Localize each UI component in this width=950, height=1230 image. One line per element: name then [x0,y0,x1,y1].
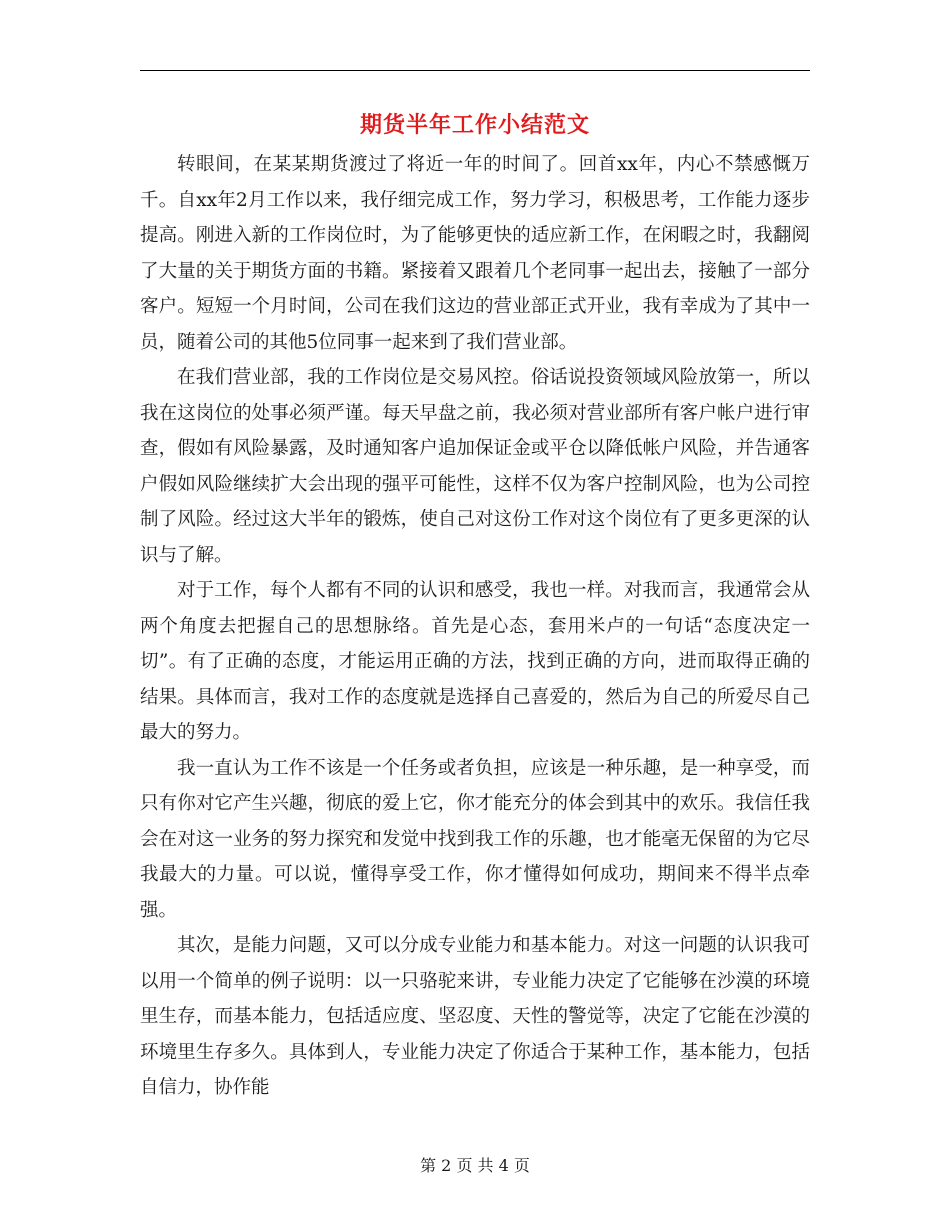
paragraph: 对于工作，每个人都有不同的认识和感受，我也一样。对我而言，我通常会从两个角度去把握自己的思想脉络。首先是心态，套用米卢的一句话“态度决定一切”。有了正确的态度，才能运用正确的方法，找到正确的方向，进而取得正确的结果。具体而言，我对工作的态度就是选择自己喜爱的，然后为自己的所爱尽自己最大的努力。 [140,580,810,743]
page-number: 第 2 页 共 4 页 [420,1156,530,1175]
document-body [140,147,810,1106]
paragraph: 其次，是能力问题，又可以分成专业能力和基本能力。对这一问题的认识我可以用一个简单的例子说明：以一只骆驼来讲，专业能力决定了它能够在沙漠的环境里生存，而基本能力，包括适应度、坚忍度、天性的警觉等，决定了它能在沙漠的环境里生存多久。具体到人，专业能力决定了你适合于某种工作，基本能力，包括自信力，协作能 [140,935,810,1098]
paragraph: 在我们营业部，我的工作岗位是交易风控。俗话说投资领域风险放第一，所以我在这岗位的处事必须严谨。每天早盘之前，我必须对营业部所有客户帐户进行审查，假如有风险暴露，及时通知客户追加保证金或平仓以降低帐户风险，并告通客户假如风险继续扩大会出现的强平可能性，这样不仅为客户控制风险，也为公司控制了风险。经过这大半年的锻炼，使自己对这份工作对这个岗位有了更多更深的认识与了解。 [140,367,810,566]
header-rule [140,70,810,71]
paragraph: 我一直认为工作不该是一个任务或者负担，应该是一种乐趣，是一种享受，而只有你对它产生兴趣，彻底的爱上它，你才能充分的体会到其中的欢乐。我信任我会在对这一业务的努力探究和发觉中找到我工作的乐趣，也才能毫无保留的为它尽我最大的力量。可以说，懂得享受工作，你才懂得如何成功，期间来不得半点牵强。 [140,757,810,921]
document-title: 期货半年工作小结范文 [359,112,590,138]
paragraph: 转眼间，在某某期货渡过了将近一年的时间了。回首xx年，内心不禁感慨万千。自xx年2月工作以来，我仔细完成工作，努力学习，积极思考，工作能力逐步提高。刚进入新的工作岗位时，为了能够更快的适应新工作，在闲暇之时，我翻阅了大量的关于期货方面的书籍。紧接着又跟着几个老同事一起出去，接触了一部分客户。短短一个月时间，公司在我们这边的营业部正式开业，我有幸成为了其中一员，随着公司的其他5位同事一起来到了我们营业部。 [140,154,810,353]
